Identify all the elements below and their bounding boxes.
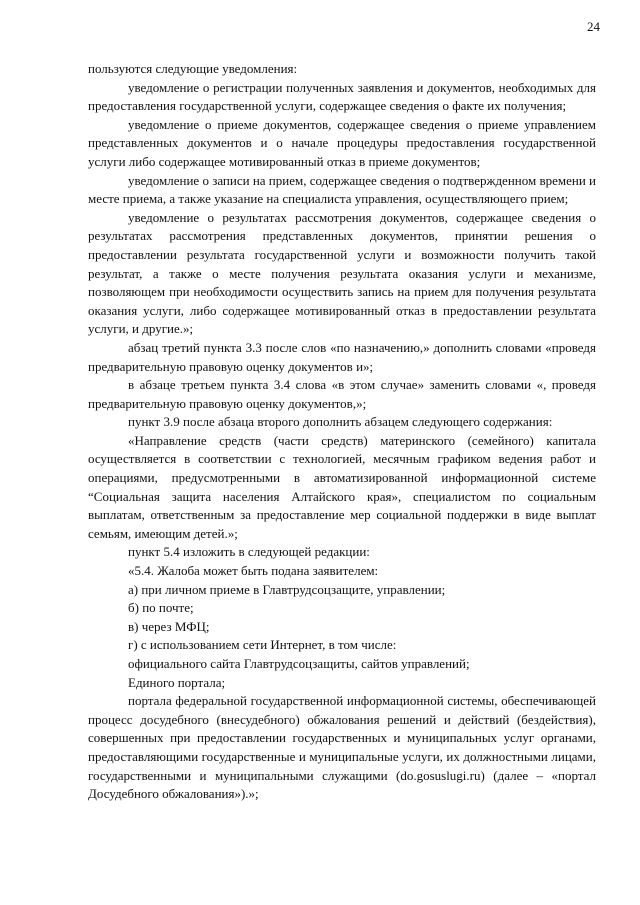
paragraph: «Направление средств (части средств) материнского (семейного) капитала осуществляется в соответствии с технологией, месячным графиком ведения работ и операциями, предусмотренными в автоматизированной информационной системе “Социальная защита населения Алтайского края», специалистом по социальным выплатам, ответственным за предоставление мер социальной поддержки в виде выплат семьям, имеющим детей.»; xyxy=(88,432,596,541)
paragraph: в) через МФЦ; xyxy=(128,618,210,634)
paragraph: портала федеральной государственной информационной системы, обеспечивающей процесс досудебного (внесудебного) обжалования решений и действий (бездействия), совершенных при предоставлении государственных и муниципальных услуг органами, предоставляющими государственные и муниципальные услуги, их должностными лицами, государственными и муниципальными служащими (do.gosuslugi.ru) (далее – «портал Досудебного обжалования»).»; xyxy=(88,693,596,802)
paragraph: Единого портала; xyxy=(128,674,226,690)
paragraph: уведомление о результатах рассмотрения документов, содержащее сведения о результатах рассмотрения представленных документов, принятии решения о предоставлении результата государственной услуги и возможности получить такой результат, а также о месте получения результата оказания услуги и механизме, позволяющем при необходимости осуществить запись на прием для получения результата оказания услуги, либо содержащее мотивированный отказ в предоставлении результата услуги, и другие.»; xyxy=(88,209,596,337)
paragraph: б) по почте; xyxy=(128,600,194,616)
paragraph: абзац третий пункта 3.3 после слов «по назначению,» дополнить словами «проведя предварительную правовую оценку документов и»; xyxy=(88,339,596,374)
page-number: 24 xyxy=(587,19,600,34)
paragraph: уведомление о регистрации полученных заявления и документов, необходимых для предоставления государственной услуги, содержащее сведения о факте их получения; xyxy=(88,79,596,114)
paragraph: а) при личном приеме в Главтрудсоцзащите, управлении; xyxy=(128,581,446,597)
paragraph: «5.4. Жалоба может быть подана заявителем: xyxy=(128,563,379,579)
document-body xyxy=(88,60,596,804)
paragraph: официального сайта Главтрудсоцзащиты, сайтов управлений; xyxy=(128,656,470,671)
paragraph: в абзаце третьем пункта 3.4 слова «в этом случае» заменить словами «, проведя предварительную правовую оценку документов,»; xyxy=(88,377,596,411)
paragraph: уведомление о приеме документов, содержащее сведения о приеме управлением представленных документов и о начале процедуры предоставления государственной услуги либо содержащее мотивированный отказ в приеме документов; xyxy=(88,116,596,169)
paragraph: пункт 5.4 изложить в следующей редакции: xyxy=(128,544,370,560)
paragraph: пользуются следующие уведомления: xyxy=(88,61,298,76)
paragraph: уведомление о записи на прием, содержащее сведения о подтвержденном времени и месте приема, а также указание на специалиста управления, осуществляющего прием; xyxy=(88,172,596,207)
paragraph: пункт 3.9 после абзаца второго дополнить абзацем следующего содержания: xyxy=(128,414,553,430)
paragraph: г) с использованием сети Интернет, в том числе: xyxy=(128,637,397,653)
